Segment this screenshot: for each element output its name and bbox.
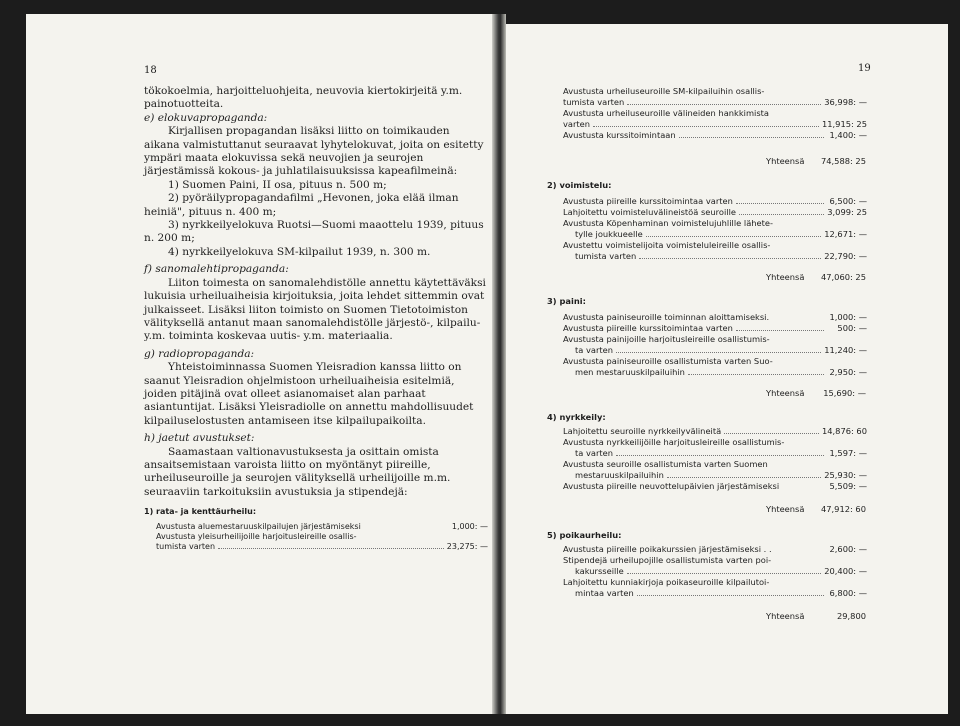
section-3-total (766, 388, 866, 398)
total-value: 15,690: — (823, 388, 866, 398)
ledger-row (144, 542, 488, 552)
row-text: Avustusta seuroille osallistumista varten Suomen (563, 459, 768, 470)
row-text: Avustusta Köpenhaminan voimistelujuhlille lähete- (563, 218, 774, 229)
ledger-row (563, 544, 867, 555)
row-text: varten (563, 119, 591, 130)
ledger-row (563, 229, 867, 240)
ledger-row (563, 323, 867, 334)
row-text: tumista varten (156, 541, 216, 551)
row-text: Avustusta kurssitoimintaan (563, 130, 676, 141)
ledger-row (563, 555, 867, 566)
row-value: 1,400: — (829, 130, 867, 141)
section-2-rows (563, 196, 867, 263)
ledger-row (563, 345, 867, 356)
ledger-row (563, 356, 867, 367)
ledger-row (563, 97, 867, 108)
total-value: 29,800 (836, 611, 866, 621)
g-paragraph: Yhteistoiminnassa Suomen Yleisradion kanssa liitto on saanut Yleisradion ohjelmistoon urheiluaiheisia esitelmiä, joiden pitäjinä ovat olleet asianomaiset alan parhaat asiantuntijat. Lisäksi Yleisradiolle on annettu mahdollisuudet kilpailuselostusten antamiseen itse kilpailupaikoilta. (144, 361, 474, 427)
row-value: 11,240: — (824, 345, 867, 356)
row-text: Avustusta piireille poikakurssien järjestämiseksi . . (563, 544, 772, 554)
row-text: Avustusta nyrkkeilijöille harjoitusleireille osallistumis- (563, 437, 785, 448)
ledger-row (563, 251, 867, 262)
row-text: Lahjoitettu voimisteluvälineistöä seuroille (563, 207, 736, 218)
row-text: Avustettu voimistelijoita voimisteluleireille osallis- (563, 240, 771, 251)
total-label: Yhteensä (766, 504, 805, 514)
row-text: Lahjoitettu seuroille nyrkkeilyvälineitä (563, 426, 722, 436)
e-paragraph: Kirjallisen propagandan lisäksi liitto on toimikauden aikana valmistuttanut seuraavat lyhytelokuvat, joita on esitetty ympäri maata elokuvissa sekä neuvojien ja seurojen järjestämissä kokous- ja juhlatilaisuuksissa kapeafilmeinä: (144, 125, 484, 178)
f-paragraph: Liiton toimesta on sanomalehdistölle annettu käytettäväksi lukuisia urheiluaiheisia kirjoituksia, joita lehdet sittemmin ovat julkaisseet. Lisäksi liiton toimisto on Suomen Tietotoimiston välityksellä antanut maan sanomalehdistölle järjestö-, kilpailu- y.m. toiminta koskevaa uutis- y.m. materiaalia. (144, 276, 486, 343)
row-value: 36,998: — (824, 97, 867, 108)
ledger-row (563, 367, 867, 378)
row-value: 500: — (837, 323, 867, 334)
row-text: mestaruuskilpailuihin (575, 470, 664, 481)
row-text: Avustusta piireille kurssitoimintaa varten (563, 196, 733, 206)
row-text: Avustusta urheiluseuroille SM-kilpailuihin osallis- (563, 86, 765, 96)
ledger-row (144, 532, 488, 542)
row-text: Stipendejä urheilupojille osallistumista varten poi- (563, 555, 772, 566)
left-page (26, 14, 492, 714)
ledger-row (563, 196, 867, 207)
row-value: 22,790: — (824, 251, 867, 262)
ledger-row (563, 240, 867, 251)
ledger-row (563, 459, 867, 470)
section-5-rows (563, 544, 867, 599)
ledger-row (563, 437, 867, 448)
section-3-rows (563, 312, 867, 379)
ledger-row (563, 448, 867, 459)
ledger-row (563, 218, 867, 229)
ledger-row (563, 312, 867, 323)
row-text: Avustusta piireille kurssitoimintaa varten (563, 323, 733, 334)
row-text: Avustusta painiseuroille osallistumista varten Suo- (563, 356, 773, 367)
row-text: Avustusta yleisurheilijoille harjoitusleireille osallis- (156, 531, 357, 541)
total-value: 47,060: 25 (820, 272, 866, 282)
section-1-heading: 1) rata- ja kenttäurheilu: (144, 507, 257, 517)
section-1-rows (144, 522, 488, 552)
page-number-left: 18 (144, 65, 157, 76)
row-text: Avustusta painiseuroille toiminnan aloittamiseksi. (563, 312, 770, 322)
section-1-total (766, 156, 866, 166)
row-text: ta varten (575, 448, 613, 459)
ledger-row (563, 86, 867, 97)
ledger-row (563, 334, 867, 345)
total-label: Yhteensä (766, 611, 805, 621)
row-text: kakursseille (575, 566, 624, 577)
total-value: 47,912: 60 (820, 504, 866, 514)
right-page (506, 24, 948, 714)
ledger-row (563, 566, 867, 577)
ledger-row (563, 207, 867, 218)
row-text: ta varten (575, 345, 613, 356)
row-value: 1,000: — (829, 312, 867, 322)
section-2-heading: 2) voimistelu: (547, 180, 612, 190)
ledger-row (563, 130, 867, 141)
row-text: tylle joukkueelle (575, 229, 643, 240)
total-label: Yhteensä (766, 272, 805, 282)
row-value: 6,800: — (829, 588, 867, 599)
row-text: Avustusta aluemestaruuskilpailujen järjestämiseksi (156, 521, 361, 531)
f-heading: f) sanomalehtipropaganda: (144, 263, 289, 276)
ledger-row (563, 481, 867, 492)
row-text: Avustusta piireille neuvottelupäivien järjestämiseksi (563, 481, 780, 492)
film-item-4: 4) nyrkkeilyelokuva SM-kilpailut 1939, n. 300 m. (168, 245, 431, 258)
row-value: 12,671: — (824, 229, 867, 240)
ledger-row (563, 470, 867, 481)
section-5-total (766, 611, 866, 621)
ledger-row (563, 108, 867, 119)
row-text: tumista varten (575, 251, 637, 262)
ledger-row (563, 588, 867, 599)
row-value: 6,500: — (829, 196, 867, 206)
section-5-heading: 5) poikaurheilu: (547, 530, 622, 540)
section-2-total (766, 272, 866, 282)
row-text: mintaa varten (575, 588, 634, 599)
row-value: 2,600: — (829, 544, 867, 554)
film-item-2: 2) pyöräilypropagandafilmi „Hevonen, joka elää ilman heiniä", pituus n. 400 m; (144, 192, 459, 218)
ledger-row (563, 577, 867, 588)
section-3-heading: 3) paini: (547, 296, 586, 306)
film-item-1: 1) Suomen Paini, II osa, pituus n. 500 m; (168, 178, 387, 191)
row-value: 14,876: 60 (821, 426, 867, 436)
section-4-total (766, 504, 866, 514)
g-heading: g) radiopropaganda: (144, 347, 255, 360)
book-spine (492, 14, 506, 714)
row-text: men mestaruuskilpailuihin (575, 367, 685, 378)
row-text: Avustusta painijoille harjoitusleireille osallistumis- (563, 334, 770, 345)
ledger-row (144, 522, 488, 532)
h-heading: h) jaetut avustukset: (144, 432, 255, 445)
section-1-continued (563, 86, 867, 141)
total-value: 74,588: 25 (820, 156, 866, 166)
row-value: 1,000: — (451, 521, 488, 531)
row-text: Lahjoitettu kunniakirjoja poikaseuroille kilpailutoi- (563, 577, 770, 588)
row-value: 20,400: — (824, 566, 867, 577)
row-text: Avustusta urheiluseuroille välineiden hankkimista (563, 108, 769, 119)
row-value: 3,099: 25 (827, 207, 867, 218)
e-heading: e) elokuvapropaganda: (144, 111, 268, 124)
section-4-heading: 4) nyrkkeily: (547, 412, 606, 422)
row-value: 11,915: 25 (821, 119, 867, 130)
section-4-rows (563, 426, 867, 493)
ledger-row (563, 426, 867, 437)
row-value: 25,930: — (824, 470, 867, 481)
row-value: 5,509: — (829, 481, 867, 492)
page-number-right: 19 (858, 63, 871, 74)
row-value: 1,597: — (829, 448, 867, 459)
film-item-3: 3) nyrkkeilyelokuva Ruotsi—Suomi maaottelu 1939, pituus n. 200 m; (144, 219, 484, 245)
row-value: 2,950: — (829, 367, 867, 378)
total-label: Yhteensä (766, 388, 805, 398)
h-paragraph: Saamastaan valtionavustuksesta ja osittain omista ansaitsemistaan varoista liitto on myöntänyt piireille, urheiluseuroille ja seurojen välityksellä urheilijoille m.m. seuraaviin tarkoituksiin avustuksia ja stipendejä: (144, 445, 451, 498)
total-label: Yhteensä (766, 156, 805, 166)
row-value: 23,275: — (446, 541, 488, 551)
row-text: tumista varten (563, 97, 625, 108)
left-text-body (144, 85, 488, 552)
ledger-row (563, 119, 867, 130)
intro-paragraph: tökokoelmia, harjoitteluohjeita, neuvovia kiertokirjeitä y.m. painotuotteita. (144, 85, 463, 111)
